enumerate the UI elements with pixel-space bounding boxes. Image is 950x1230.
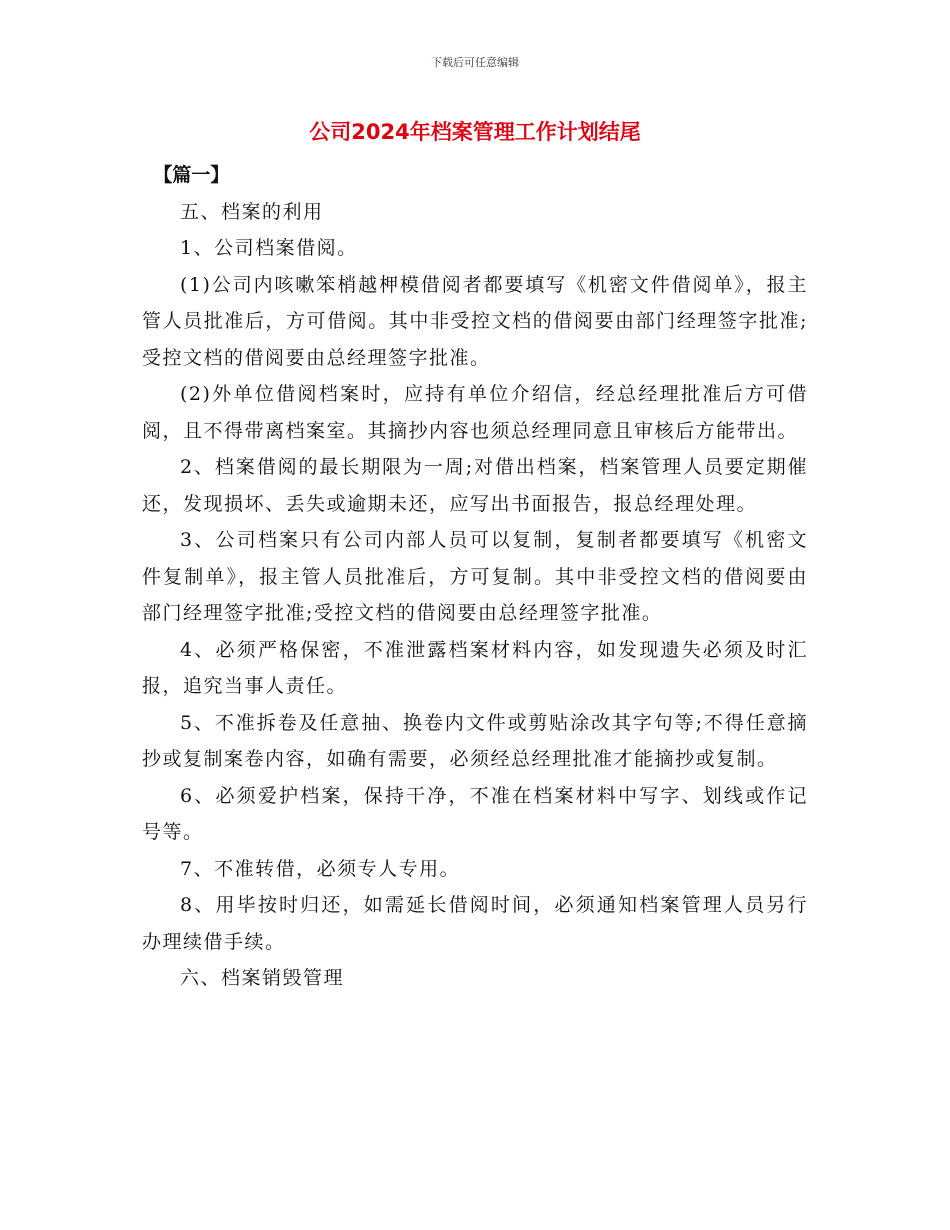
- paragraph: (1)公司内咳嗽笨梢越柙模借阅者都要填写《机密文件借阅单》，报主管人员批准后，方可借阅。其中非受控文档的借阅要由部门经理签字批准;受控文档的借阅要由总经理签字批准。: [142, 273, 808, 369]
- paragraph: 6、必须爱护档案，保持干净，不准在档案材料中写字、划线或作记号等。: [142, 784, 808, 843]
- paragraph: 2、档案借阅的最长期限为一周;对借出档案，档案管理人员要定期催还，发现损坏、丢失或逾期未还，应写出书面报告，报总经理处理。: [142, 456, 808, 515]
- paragraph: 7、不准转借，必须专人专用。: [180, 857, 461, 880]
- header-note: 下载后可任意编辑: [431, 56, 519, 69]
- document-title: 公司2024年档案管理工作计划结尾: [309, 120, 641, 144]
- paragraph: (2)外单位借阅档案时，应持有单位介绍信，经总经理批准后方可借阅，且不得带离档案室。其摘抄内容也须总经理同意且审核后方能带出。: [142, 383, 808, 442]
- paragraph: 8、用毕按时归还，如需延长借阅时间，必须通知档案管理人员另行办理续借手续。: [142, 894, 808, 953]
- paragraph: 5、不准拆卷及任意抽、换卷内文件或剪贴涂改其字句等;不得任意摘抄或复制案卷内容，如确有需要，必须经总经理批准才能摘抄或复制。: [142, 711, 808, 770]
- paragraph: 3、公司档案只有公司内部人员可以复制，复制者都要填写《机密文件复制单》，报主管人员批准后，方可复制。其中非受控文档的借阅要由部门经理签字批准;受控文档的借阅要由总经理签字批准。: [142, 529, 808, 624]
- section-tag: 【篇一】: [153, 164, 230, 186]
- section-heading-destruction: 六、档案销毁管理: [180, 967, 345, 989]
- paragraph: 4、必须严格保密，不准泄露档案材料内容，如发现遗失必须及时汇报，追究当事人责任。: [142, 638, 808, 697]
- document-body: [142, 157, 808, 997]
- section-heading-usage: 五、档案的利用: [180, 200, 324, 223]
- paragraph: 1、公司档案借阅。: [180, 237, 358, 259]
